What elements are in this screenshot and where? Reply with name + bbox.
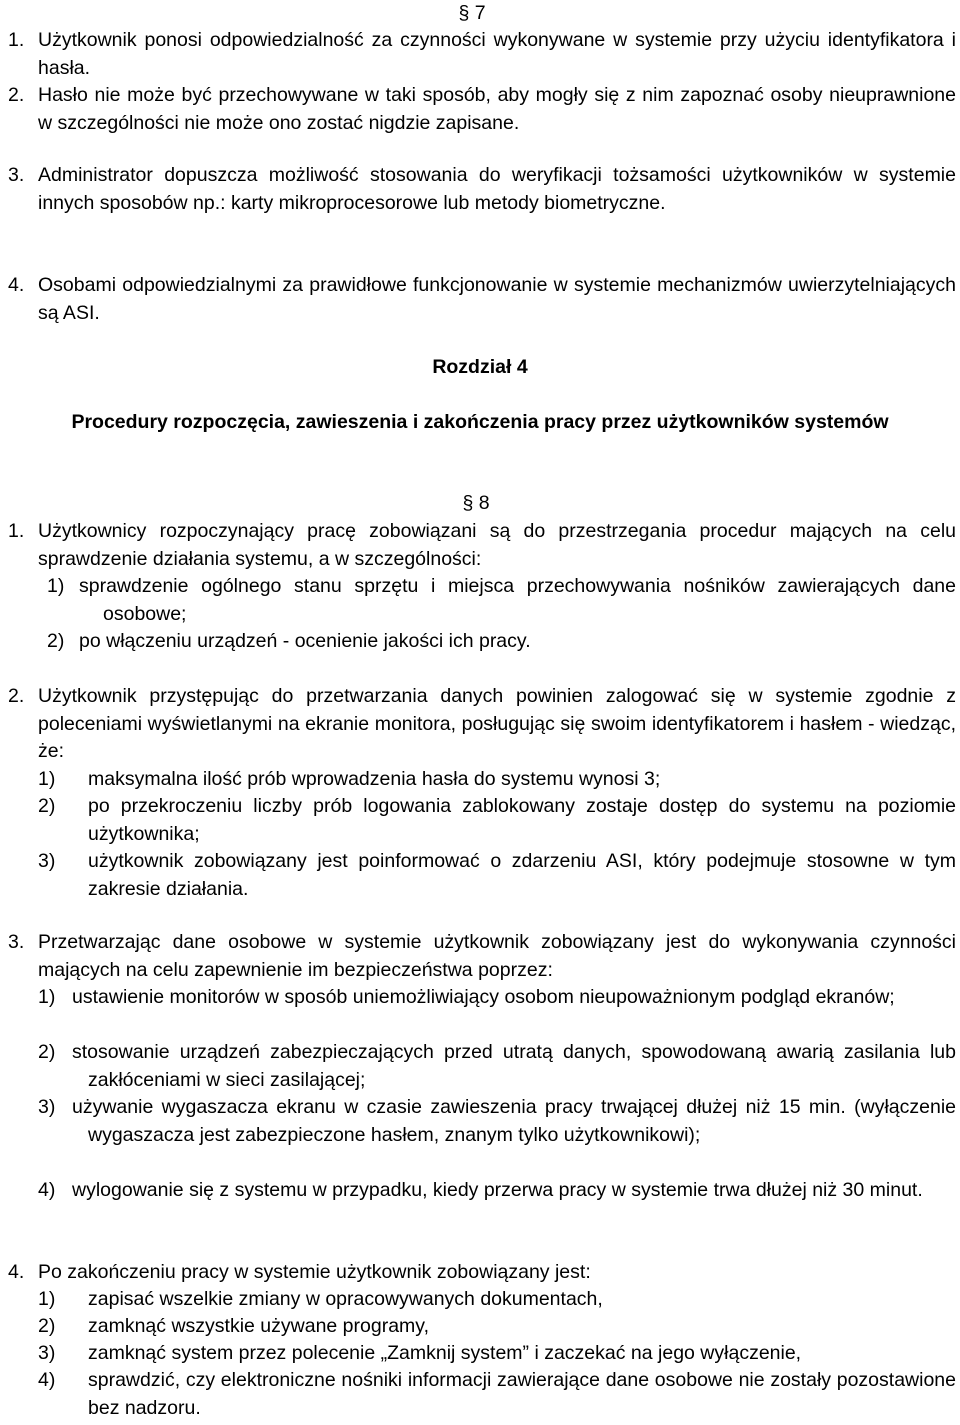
par-8-2: 2. Użytkownik przystępując do przetwarzania danych powinien zalogować się w systemie zgodnie z poleceniami wyświetlanymi na ekranie monitora, posługując się swoim identyfikatorem i hasłem - wiedząc, że:	[8, 685, 956, 762]
par-8-1-item-1: 1) sprawdzenie ogólnego stanu sprzętu i miejsca przechowywania nośników zawierających dane osobowe;	[47, 575, 956, 625]
par-8-4-item-1: 1) zapisać wszelkie zmiany w opracowywanych dokumentach,	[38, 1288, 603, 1310]
par-8-3-item-4: 4) wylogowanie się z systemu w przypadku, kiedy przerwa pracy w systemie trwa dłużej niż 30 minut.	[38, 1179, 923, 1201]
par-8-4: 4. Po zakończeniu pracy w systemie użytkownik zobowiązany jest:	[8, 1261, 591, 1283]
par-8-4-item-3: 3) zamknąć system przez polecenie „Zamknij system” i zaczekać na jego wyłączenie,	[38, 1342, 802, 1364]
section-8-heading	[0, 490, 960, 518]
par-8-3: 3. Przetwarzając dane osobowe w systemie użytkownik zobowiązany jest do wykonywania czynności mających na celu zapewnienie im bezpieczeństwa poprzez:	[8, 931, 956, 981]
par-8-3-item-2: 2) stosowanie urządzeń zabezpieczających przed utratą danych, spowodowaną awarią zasilania lub zakłóceniami w sieci zasilającej;	[38, 1041, 956, 1091]
par-8-2-item-1: 1) maksymalna ilość prób wprowadzenia hasła do systemu wynosi 3;	[38, 768, 661, 790]
section-7-heading	[0, 0, 960, 28]
chapter-heading: Rozdział 4	[432, 356, 528, 378]
chapter-title: Procedury rozpoczęcia, zawieszenia i zakończenia pracy przez użytkowników systemów	[71, 411, 889, 433]
par-8-3-item-3: 3) używanie wygaszacza ekranu w czasie zawieszenia pracy trwającej dłużej niż 15 min. (wyłączenie wygaszacza jest zabezpieczone hasłem, znanym tylko użytkownikowi);	[38, 1096, 956, 1146]
par-8-2-item-2: 2) po przekroczeniu liczby prób logowania zablokowany zostaje dostęp do systemu na poziomie użytkownika;	[38, 795, 956, 845]
par-8-1: 1. Użytkownicy rozpoczynający pracę zobowiązani są do przestrzegania procedur mających na celu sprawdzenie działania systemu, a w szczególności:	[8, 520, 956, 570]
par-7-1: 1. Użytkownik ponosi odpowiedzialność za czynności wykonywane w systemie przy użyciu identyfikatora i hasła.	[8, 29, 956, 79]
par-7-3: 3. Administrator dopuszcza możliwość stosowania do weryfikacji tożsamości użytkowników w systemie innych sposobów np.: karty mikroprocesorowe lub metody biometryczne.	[8, 164, 956, 214]
section-7-label: § 7	[458, 2, 486, 24]
par-8-4-item-4: 4) sprawdzić, czy elektroniczne nośniki informacji zawierające dane osobowe nie zostały pozostawione bez nadzoru.	[38, 1369, 956, 1419]
par-8-4-item-2: 2) zamknąć wszystkie używane programy,	[38, 1315, 430, 1337]
par-7-4: 4. Osobami odpowiedzialnymi za prawidłowe funkcjonowanie w systemie mechanizmów uwierzytelniających są ASI.	[8, 274, 956, 324]
par-8-1-item-2: 2) po włączeniu urządzeń - ocenienie jakości ich pracy.	[47, 630, 531, 652]
section-8-label: § 8	[462, 492, 490, 514]
par-8-2-item-3: 3) użytkownik zobowiązany jest poinformować o zdarzeniu ASI, który podejmuje stosowne w tym zakresie działania.	[38, 850, 956, 900]
par-7-2: 2. Hasło nie może być przechowywane w taki sposób, aby mogły się z nim zapoznać osoby nieuprawnione w szczególności nie może ono zostać nigdzie zapisane.	[8, 84, 956, 134]
par-8-3-item-1: 1) ustawienie monitorów w sposób uniemożliwiający osobom nieupoważnionym podgląd ekranów;	[38, 986, 895, 1008]
